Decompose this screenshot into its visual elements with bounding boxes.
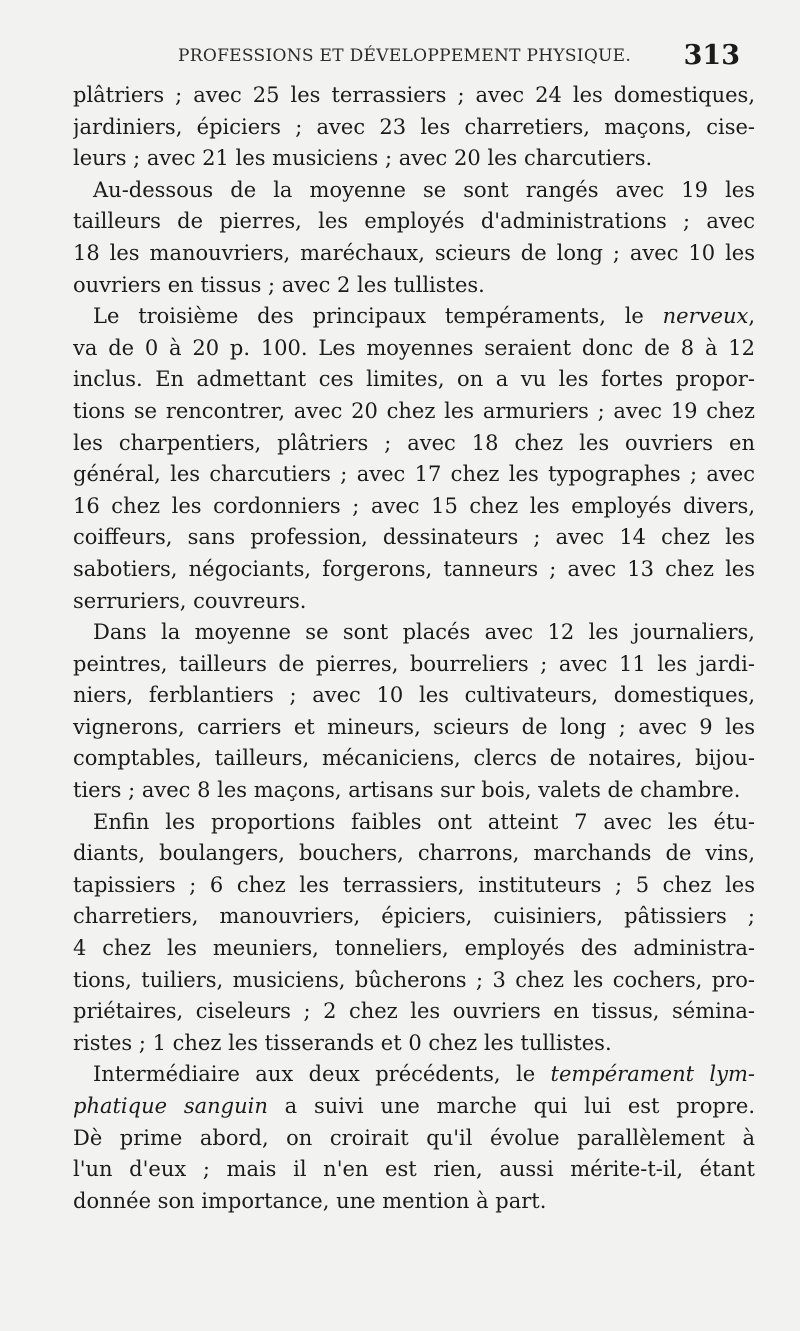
text-line	[73, 301, 755, 333]
text-line: donnée son importance, une mention à part.	[73, 1188, 547, 1213]
text-line: ristes ; 1 chez les tisserands et 0 chez les tullistes.	[73, 1030, 612, 1055]
text-line: 18 les manouvriers, maréchaux, scieurs de long ; avec 10 les	[73, 240, 755, 265]
text-line: 16 chez les cordonniers ; avec 15 chez les employés divers,	[73, 493, 755, 518]
text-line: sabotiers, négociants, forgerons, tanneurs ; avec 13 chez les	[73, 556, 755, 581]
text-line: l'un d'eux ; mais il n'en est rien, aussi mérite-t-il, étant	[73, 1157, 755, 1182]
text-line: général, les charcutiers ; avec 17 chez les typographes ; avec	[73, 462, 755, 487]
text-line	[73, 1091, 755, 1123]
text-line: serruriers, couvreurs.	[73, 588, 307, 613]
text-line: inclus. En admettant ces limites, on a vu les fortes propor-	[73, 367, 755, 392]
text-line: tailleurs de pierres, les employés d'administrations ; avec	[73, 209, 755, 234]
text-line: tions se rencontrer, avec 20 chez les armuriers ; avec 19 chez	[73, 398, 755, 423]
text-line: tiers ; avec 8 les maçons, artisans sur bois, valets de chambre.	[73, 778, 741, 803]
running-title: PROFESSIONS ET DÉVELOPPEMENT PHYSIQUE.	[178, 46, 632, 66]
italic-term: tempérament lym-	[550, 1062, 755, 1087]
text-line: diants, boulangers, bouchers, charrons, marchands de vins,	[73, 841, 755, 866]
text-line: 4 chez les meuniers, tonneliers, employés des administra-	[73, 936, 755, 961]
text-line: peintres, tailleurs de pierres, bourreliers ; avec 11 les jardi-	[73, 651, 755, 676]
text-line: priétaires, ciseleurs ; 2 chez les ouvriers en tissus, sémina-	[73, 999, 755, 1024]
text-line: niers, ferblantiers ; avec 10 les cultivateurs, domestiques,	[73, 683, 755, 708]
text-line: Dè prime abord, on croirait qu'il évolue parallèlement à	[73, 1125, 755, 1150]
text-segment: ,	[748, 304, 755, 329]
text-line: comptables, tailleurs, mécaniciens, clercs de notaires, bijou-	[73, 746, 755, 771]
text-line: les charpentiers, plâtriers ; avec 18 chez les ouvriers en	[73, 430, 755, 455]
page-header	[160, 40, 760, 72]
text-line: leurs ; avec 21 les musiciens ; avec 20 les charcutiers.	[73, 146, 653, 171]
italic-term: nerveux	[662, 304, 749, 329]
text-segment: a suivi une marche qui lui est propre.	[267, 1094, 755, 1118]
text-line: vignerons, carriers et mineurs, scieurs de long ; avec 9 les	[73, 714, 755, 739]
text-line	[73, 1059, 755, 1091]
text-line: va de 0 à 20 p. 100. Les moyennes seraient donc de 8 à 12	[73, 335, 755, 360]
body-text	[73, 80, 755, 1217]
text-line: Au-dessous de la moyenne se sont rangés avec 19 les	[93, 177, 755, 202]
page-number: 313	[683, 40, 740, 71]
text-line: Enfin les proportions faibles ont atteint 7 avec les étu-	[93, 809, 755, 834]
text-line: plâtriers ; avec 25 les terrassiers ; avec 24 les domestiques,	[73, 83, 755, 107]
text-line: jardiniers, épiciers ; avec 23 les charretiers, maçons, cise-	[73, 114, 755, 139]
text-line: ouvriers en tissus ; avec 2 les tullistes.	[73, 272, 485, 297]
text-line: charretiers, manouvriers, épiciers, cuisiniers, pâtissiers ;	[73, 904, 755, 929]
text-segment: Le troisième des principaux tempéraments, le	[93, 304, 663, 329]
text-line: tions, tuiliers, musiciens, bûcherons ; 3 chez les cochers, pro-	[73, 967, 755, 992]
text-segment: Intermédiaire aux deux précédents, le	[93, 1062, 551, 1087]
text-line: tapissiers ; 6 chez les terrassiers, instituteurs ; 5 chez les	[73, 872, 755, 897]
italic-term: phatique sanguin	[73, 1094, 268, 1118]
text-line: coiffeurs, sans profession, dessinateurs ; avec 14 chez les	[73, 525, 755, 550]
text-line: Dans la moyenne se sont placés avec 12 les journaliers,	[93, 620, 755, 645]
